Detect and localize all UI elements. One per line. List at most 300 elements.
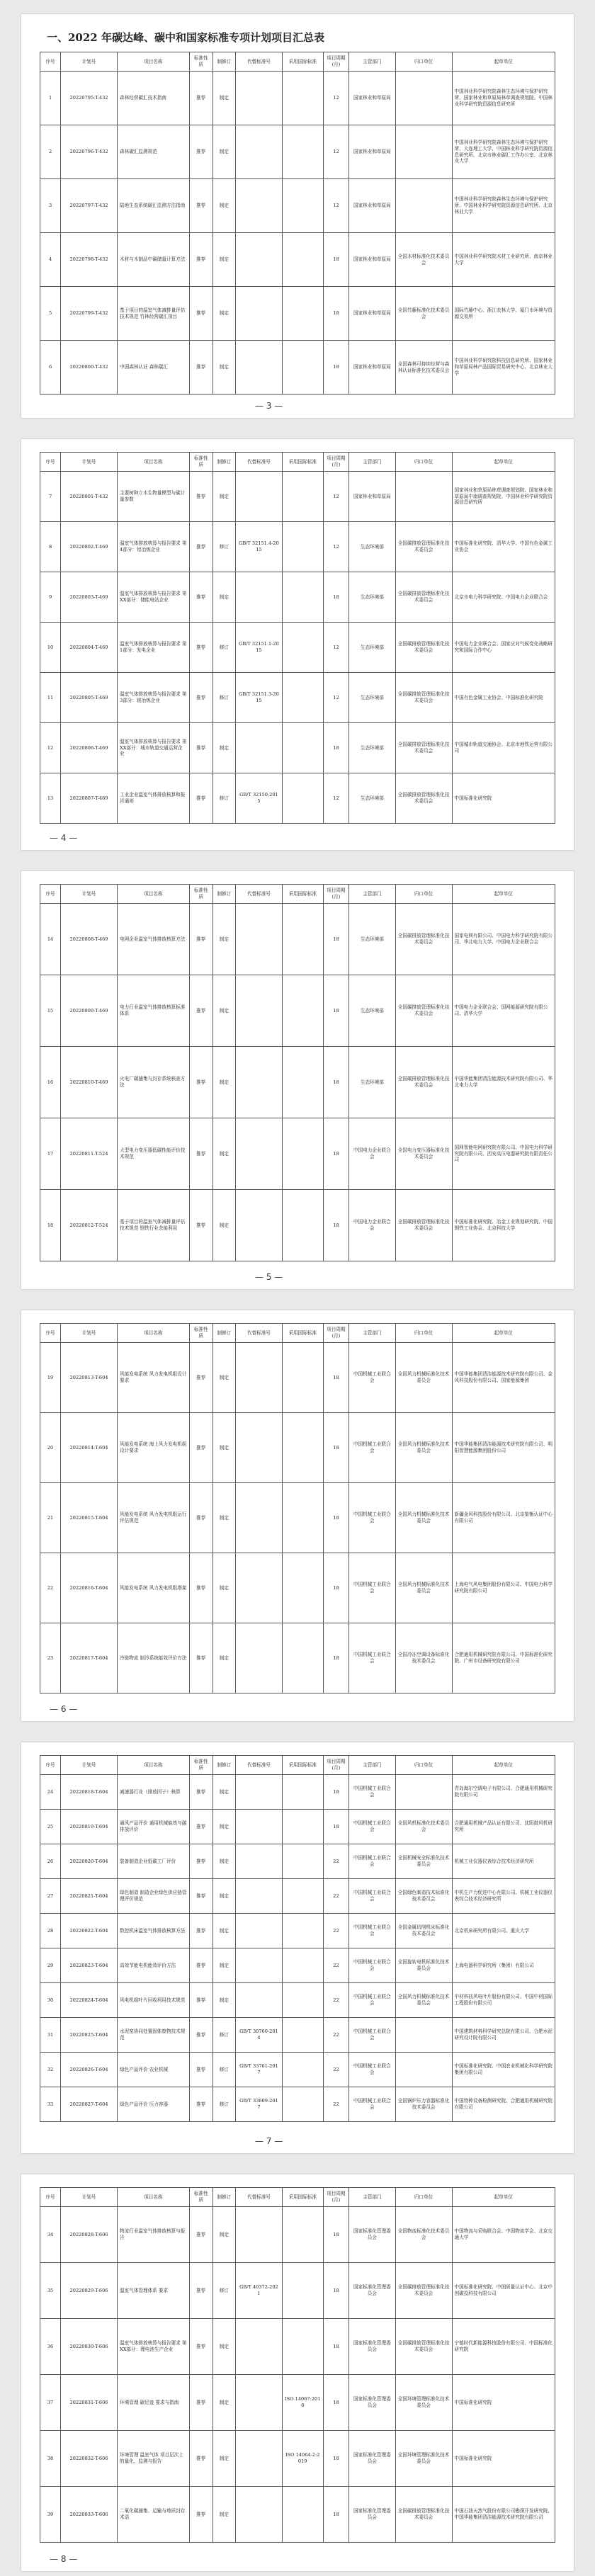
column-header: 项目名称	[118, 453, 190, 472]
cell-plan: 20220801-T-432	[61, 472, 118, 522]
cell-tc: 全国金属切削机床标准化技术委员会	[395, 1914, 452, 1948]
cell-drafter: 中国华能集团清洁能源技术研究院有限公司、明阳智慧能源集团股份公司	[452, 1413, 555, 1483]
cell-intl	[282, 125, 323, 179]
cell-rev: 制定	[212, 1810, 236, 1844]
cell-intl	[282, 673, 323, 723]
cell-replace	[236, 1810, 282, 1844]
cell-plan: 20220830-T-606	[61, 2319, 118, 2375]
cell-cycle: 12	[323, 773, 348, 824]
cell-plan: 20220795-T-432	[61, 72, 118, 125]
cell-type: 推荐	[189, 1775, 212, 1810]
cell-tc	[395, 2018, 452, 2053]
cell-no: 30	[40, 1983, 61, 2018]
cell-no: 29	[40, 1948, 61, 1983]
cell-dept: 生态环境部	[349, 904, 395, 975]
table-row	[40, 1413, 555, 1483]
cell-rev: 制定	[212, 1190, 236, 1261]
cell-tc	[395, 179, 452, 233]
cell-cycle: 22	[323, 1879, 348, 1914]
column-header: 主管部门	[349, 2188, 395, 2207]
cell-name: 温室气体排放核算与报告要求 第4部分：铝冶炼企业	[118, 522, 190, 572]
cell-replace	[236, 1553, 282, 1623]
table-row	[40, 975, 555, 1047]
cell-tc: 全国物流标准化技术委员会	[395, 2207, 452, 2263]
cell-intl	[282, 1810, 323, 1844]
cell-dept: 生态环境部	[349, 673, 395, 723]
cell-plan: 20220825-T-604	[61, 2018, 118, 2053]
column-header: 计划号	[61, 52, 118, 72]
table-row	[40, 1118, 555, 1190]
cell-replace	[236, 723, 282, 773]
cell-type: 推荐	[189, 125, 212, 179]
cell-replace	[236, 72, 282, 125]
cell-dept: 国家林业和草原局	[349, 472, 395, 522]
cell-dept: 生态环境部	[349, 975, 395, 1047]
cell-drafter: 上海电器科学研究所（集团）有限公司	[452, 1948, 555, 1983]
cell-rev: 制定	[212, 1914, 236, 1948]
cell-no: 18	[40, 1190, 61, 1261]
cell-dept: 国家林业和草原局	[349, 233, 395, 287]
cell-plan: 20220823-T-604	[61, 1948, 118, 1983]
cell-rev: 修订	[212, 2087, 236, 2122]
cell-drafter: 宁德时代新能源科技股份有限公司、中国标准化研究院	[452, 2319, 555, 2375]
cell-dept: 中国机械工业联合会	[349, 1413, 395, 1483]
cell-drafter: 中国林业科学研究院森林生态环境与保护研究所、国家林业和草原局林草调查规划院、中国林业科学研究院资源信息研究所	[452, 72, 555, 125]
cell-drafter: 青岛海尔空调电子有限公司、合肥通用机械研究院有限公司	[452, 1775, 555, 1810]
cell-replace	[236, 2487, 282, 2543]
cell-replace	[236, 1343, 282, 1413]
table-row	[40, 2263, 555, 2319]
cell-plan: 20220808-T-469	[61, 904, 118, 975]
cell-replace: GB/T 32151.3-2015	[236, 673, 282, 723]
column-header: 主管部门	[349, 1756, 395, 1775]
cell-tc	[395, 472, 452, 522]
cell-plan: 20220807-T-469	[61, 773, 118, 824]
cell-tc: 全国碳排放管理标准化技术委员会	[395, 904, 452, 975]
cell-cycle: 18	[323, 1190, 348, 1261]
standards-plan-table	[40, 52, 555, 395]
cell-cycle: 18	[323, 904, 348, 975]
cell-intl	[282, 1190, 323, 1261]
column-header: 制修订	[212, 2188, 236, 2207]
cell-name: 电网企业温室气体排放核算方法	[118, 904, 190, 975]
cell-type: 推荐	[189, 472, 212, 522]
cell-cycle: 18	[323, 2263, 348, 2319]
table-row	[40, 572, 555, 623]
cell-cycle: 22	[323, 2018, 348, 2053]
cell-type: 推荐	[189, 1413, 212, 1483]
column-header: 制修订	[212, 1756, 236, 1775]
document-page	[21, 2174, 574, 2571]
cell-drafter: 中国标准化研究院、中国农业机械化科学研究院集团有限公司	[452, 2053, 555, 2087]
table-row	[40, 1775, 555, 1810]
cell-plan: 20220806-T-469	[61, 723, 118, 773]
cell-tc: 全国碳排放管理标准化技术委员会	[395, 673, 452, 723]
cell-name: 风能发电系统 海上风力发电机组设计要求	[118, 1413, 190, 1483]
cell-tc: 全国碳排放管理标准化技术委员会	[395, 1190, 452, 1261]
cell-type: 推荐	[189, 2087, 212, 2122]
cell-drafter: 中国标准化研究院	[452, 773, 555, 824]
cell-dept: 生态环境部	[349, 623, 395, 673]
cell-drafter: 新疆金风科技股份有限公司、北京鉴衡认证中心有限公司	[452, 1483, 555, 1553]
cell-name: 绿色产品评价 农业机械	[118, 2053, 190, 2087]
cell-no: 12	[40, 723, 61, 773]
column-header: 主管部门	[349, 885, 395, 904]
cell-intl	[282, 1623, 323, 1693]
cell-type: 推荐	[189, 723, 212, 773]
column-header: 序号	[40, 453, 61, 472]
cell-plan: 20220831-T-606	[61, 2375, 118, 2431]
cell-cycle: 18	[323, 572, 348, 623]
cell-rev: 制定	[212, 975, 236, 1047]
cell-cycle: 18	[323, 1483, 348, 1553]
cell-no: 16	[40, 1047, 61, 1118]
cell-cycle: 18	[323, 1810, 348, 1844]
cell-no: 14	[40, 904, 61, 975]
cell-rev: 制定	[212, 2375, 236, 2431]
column-header: 采用国际标准	[282, 885, 323, 904]
document-page	[21, 14, 574, 418]
standards-plan-table	[40, 1755, 555, 2122]
cell-replace: GB/T 33609-2017	[236, 2087, 282, 2122]
cell-dept: 中国机械工业联合会	[349, 1844, 395, 1879]
cell-cycle: 12	[323, 623, 348, 673]
cell-plan: 20220805-T-469	[61, 673, 118, 723]
cell-replace	[236, 1190, 282, 1261]
column-header: 标准性质	[189, 1756, 212, 1775]
document-page	[21, 1310, 574, 1721]
cell-dept: 国家林业和草原局	[349, 179, 395, 233]
cell-type: 推荐	[189, 2263, 212, 2319]
document-page	[21, 1742, 574, 2153]
table-row	[40, 472, 555, 522]
cell-replace	[236, 572, 282, 623]
cell-drafter: 国网智能电网研究院有限公司、中国电力科学研究院有限公司、西安高压电器研究院有限责任公司	[452, 1118, 555, 1190]
cell-replace	[236, 2319, 282, 2375]
cell-name: 火电厂碳捕集与封存系统核查方法	[118, 1047, 190, 1118]
cell-plan: 20220815-T-604	[61, 1483, 118, 1553]
cell-name: 森林碳汇监测规范	[118, 125, 190, 179]
cell-replace	[236, 2207, 282, 2263]
table-row	[40, 125, 555, 179]
cell-name: 陆地生态系统碳汇监测方法指南	[118, 179, 190, 233]
table-header-row	[40, 52, 555, 72]
cell-drafter: 中国标准化研究院、冶金工业规划研究院、中国钢铁工业协会、北京科技大学	[452, 1190, 555, 1261]
cell-cycle: 22	[323, 2053, 348, 2087]
cell-cycle: 18	[323, 2375, 348, 2431]
table-row	[40, 341, 555, 395]
cell-drafter: 国家电网有限公司、中国电力科学研究院有限公司、华北电力大学、中国电力企业联合会	[452, 904, 555, 975]
cell-replace	[236, 1413, 282, 1483]
cell-replace	[236, 1047, 282, 1118]
cell-name: 温室气体排放核算与报告要求 第XX部分：储能电站企业	[118, 572, 190, 623]
cell-intl	[282, 773, 323, 824]
cell-replace	[236, 179, 282, 233]
cell-rev: 制定	[212, 1343, 236, 1413]
cell-type: 推荐	[189, 623, 212, 673]
cell-rev: 制定	[212, 2487, 236, 2543]
cell-dept: 中国机械工业联合会	[349, 2087, 395, 2122]
cell-plan: 20220817-T-604	[61, 1623, 118, 1693]
table-row	[40, 2087, 555, 2122]
cell-tc: 全国碳排放管理标准化技术委员会	[395, 2263, 452, 2319]
cell-no: 33	[40, 2087, 61, 2122]
cell-tc	[395, 125, 452, 179]
table-row	[40, 1553, 555, 1623]
column-header: 序号	[40, 1324, 61, 1343]
table-row	[40, 2487, 555, 2543]
cell-rev: 修订	[212, 623, 236, 673]
cell-cycle: 18	[323, 287, 348, 341]
cell-drafter: 中国华能集团清洁能源技术研究院有限公司、金风科技股份有限公司、国家能源集团	[452, 1343, 555, 1413]
cell-plan: 20220832-T-606	[61, 2431, 118, 2487]
column-header: 采用国际标准	[282, 1324, 323, 1343]
cell-dept: 中国电力企业联合会	[349, 1190, 395, 1261]
column-header: 项目周期(月)	[323, 1324, 348, 1343]
cell-type: 推荐	[189, 1118, 212, 1190]
cell-rev: 制定	[212, 1413, 236, 1483]
cell-cycle: 18	[323, 233, 348, 287]
cell-replace	[236, 125, 282, 179]
cell-no: 9	[40, 572, 61, 623]
column-header: 归口单位	[395, 1756, 452, 1775]
cell-type: 推荐	[189, 1879, 212, 1914]
cell-replace	[236, 1623, 282, 1693]
cell-name: 环境管理 温室气体 项目层次上的量化、监测与报告	[118, 2431, 190, 2487]
cell-rev: 制定	[212, 1553, 236, 1623]
cell-name: 温室气体排放核算与报告要求 第1部分：发电企业	[118, 623, 190, 673]
standards-plan-table	[40, 452, 555, 824]
cell-intl	[282, 572, 323, 623]
table-header-row	[40, 885, 555, 904]
cell-cycle: 18	[323, 975, 348, 1047]
cell-no: 25	[40, 1810, 61, 1844]
cell-plan: 20220799-T-432	[61, 287, 118, 341]
cell-dept: 中国机械工业联合会	[349, 1343, 395, 1413]
cell-intl	[282, 723, 323, 773]
cell-tc: 全国碳排放管理标准化技术委员会	[395, 773, 452, 824]
cell-tc	[395, 2053, 452, 2087]
cell-name: 基于项目的温室气体减排量评估技术规范 竹林经营碳汇项目	[118, 287, 190, 341]
cell-replace: GB/T 30760-2014	[236, 2018, 282, 2053]
cell-name: 森林经营碳汇技术指南	[118, 72, 190, 125]
cell-drafter: 国家林业和草原局林草调查规划院、国家林业和草原局中南调查规划院、中国林业科学研究院资源信息研究所	[452, 472, 555, 522]
cell-cycle: 22	[323, 1983, 348, 2018]
cell-name: 环境管理 碳足迹 要求与指南	[118, 2375, 190, 2431]
cell-name: 冷链物流 制冷系统能效评价方法	[118, 1623, 190, 1693]
cell-replace: GB/T 40372-2021	[236, 2263, 282, 2319]
cell-intl	[282, 1948, 323, 1983]
cell-drafter: 中国林业科学研究院科技信息研究所、国家林业和草原局林产品国际贸易研究中心、北京林业大学	[452, 341, 555, 395]
cell-rev: 制定	[212, 472, 236, 522]
table-row	[40, 2053, 555, 2087]
cell-tc: 全国环境管理标准化技术委员会	[395, 2375, 452, 2431]
cell-plan: 20220816-T-604	[61, 1553, 118, 1623]
cell-rev: 修订	[212, 2053, 236, 2087]
table-row	[40, 1810, 555, 1844]
cell-drafter: 中国建筑材料科学研究总院有限公司、合肥水泥研究设计院有限公司	[452, 2018, 555, 2053]
cell-replace	[236, 2431, 282, 2487]
column-header: 代替标准号	[236, 885, 282, 904]
cell-type: 推荐	[189, 341, 212, 395]
cell-intl	[282, 287, 323, 341]
cell-dept: 国家林业和草原局	[349, 125, 395, 179]
cell-dept: 国家标准化管理委员会	[349, 2375, 395, 2431]
column-header: 计划号	[61, 453, 118, 472]
cell-replace	[236, 1775, 282, 1810]
cell-rev: 制定	[212, 904, 236, 975]
cell-type: 推荐	[189, 1483, 212, 1553]
cell-tc: 全国碳排放管理标准化技术委员会	[395, 1047, 452, 1118]
page-number: — 7 —	[255, 2136, 283, 2146]
cell-rev: 制定	[212, 1775, 236, 1810]
table-row	[40, 673, 555, 723]
cell-intl	[282, 2487, 323, 2543]
table-row	[40, 2207, 555, 2263]
cell-plan: 20220824-T-604	[61, 1983, 118, 2018]
cell-dept: 生态环境部	[349, 773, 395, 824]
cell-replace	[236, 2375, 282, 2431]
cell-type: 推荐	[189, 975, 212, 1047]
cell-plan: 20220812-T-524	[61, 1190, 118, 1261]
column-header: 计划号	[61, 2188, 118, 2207]
column-header: 采用国际标准	[282, 453, 323, 472]
cell-name: 风电机组叶片回收利用技术规范	[118, 1983, 190, 2018]
table-row	[40, 1623, 555, 1693]
cell-dept: 中国机械工业联合会	[349, 1948, 395, 1983]
cell-name: 电力行业温室气体排放核算标准体系	[118, 975, 190, 1047]
cell-name: 通风产品评价 通用机械能效与碳排放评价	[118, 1810, 190, 1844]
cell-dept: 中国机械工业联合会	[349, 1879, 395, 1914]
cell-no: 4	[40, 233, 61, 287]
document-page	[21, 439, 574, 850]
cell-type: 推荐	[189, 2018, 212, 2053]
cell-cycle: 18	[323, 2319, 348, 2375]
column-header: 项目名称	[118, 52, 190, 72]
cell-cycle: 18	[323, 1553, 348, 1623]
cell-type: 推荐	[189, 1190, 212, 1261]
cell-rev: 修订	[212, 522, 236, 572]
cell-name: 木材与木制品中碳储量计算方法	[118, 233, 190, 287]
cell-dept: 中国电力企业联合会	[349, 1118, 395, 1190]
cell-rev: 制定	[212, 233, 236, 287]
cell-drafter: 中国物流与采购联合会、中国物流学会、北京交通大学	[452, 2207, 555, 2263]
cell-type: 推荐	[189, 233, 212, 287]
cell-cycle: 12	[323, 522, 348, 572]
column-header: 主管部门	[349, 453, 395, 472]
cell-intl	[282, 233, 323, 287]
page-number: — 3 —	[255, 401, 283, 411]
table-row	[40, 904, 555, 975]
cell-type: 推荐	[189, 72, 212, 125]
cell-no: 21	[40, 1483, 61, 1553]
table-row	[40, 287, 555, 341]
cell-cycle: 18	[323, 341, 348, 395]
cell-cycle: 18	[323, 723, 348, 773]
cell-plan: 20220800-T-432	[61, 341, 118, 395]
cell-cycle: 18	[323, 1775, 348, 1810]
document-title: 一、2022 年碳达峰、碳中和国家标准专项计划项目汇总表	[47, 31, 324, 44]
column-header: 起草单位	[452, 1324, 555, 1343]
cell-name: 温室气体排放核算与报告要求 第XX部分：锂电池生产企业	[118, 2319, 190, 2375]
cell-drafter: 中国城市轨道交通协会、北京市地铁运营有限公司	[452, 723, 555, 773]
cell-dept: 中国机械工业联合会	[349, 1775, 395, 1810]
column-header: 标准性质	[189, 2188, 212, 2207]
cell-drafter: 合肥通用机械研究院有限公司、中国标准化研究院、广州市设备研究院有限公司	[452, 1623, 555, 1693]
column-header: 项目名称	[118, 1324, 190, 1343]
page-number: — 8 —	[50, 2554, 78, 2564]
cell-no: 17	[40, 1118, 61, 1190]
cell-tc: 全国木材标准化技术委员会	[395, 233, 452, 287]
table-row	[40, 1190, 555, 1261]
page-number: — 4 —	[50, 833, 78, 843]
column-header: 代替标准号	[236, 1756, 282, 1775]
cell-replace	[236, 1914, 282, 1948]
cell-intl	[282, 2053, 323, 2087]
cell-drafter: 上海电气风电集团股份有限公司、中国电力科学研究院有限公司	[452, 1553, 555, 1623]
cell-plan: 20220818-T-604	[61, 1775, 118, 1810]
cell-name: 数控机床温室气体排放核算方法	[118, 1914, 190, 1948]
cell-replace: GB/T 32151.4-2015	[236, 522, 282, 572]
cell-plan: 20220797-T-432	[61, 179, 118, 233]
standards-plan-table	[40, 884, 555, 1261]
column-header: 序号	[40, 2188, 61, 2207]
cell-type: 推荐	[189, 673, 212, 723]
cell-intl	[282, 2263, 323, 2319]
cell-cycle: 12	[323, 673, 348, 723]
cell-type: 推荐	[189, 1948, 212, 1983]
cell-tc: 全国风力机械标准化技术委员会	[395, 1553, 452, 1623]
cell-replace	[236, 904, 282, 975]
cell-plan: 20220820-T-604	[61, 1844, 118, 1879]
cell-intl	[282, 1844, 323, 1879]
cell-plan: 20220804-T-469	[61, 623, 118, 673]
cell-intl	[282, 472, 323, 522]
standards-plan-table	[40, 2187, 555, 2543]
cell-dept: 生态环境部	[349, 572, 395, 623]
cell-name: 风能发电系统 风力发电机组塔架	[118, 1553, 190, 1623]
cell-rev: 制定	[212, 72, 236, 125]
cell-no: 11	[40, 673, 61, 723]
cell-drafter: 中国石油天然气股份有限公司勘探开发研究院、中国华能集团清洁能源技术研究院有限公司	[452, 2487, 555, 2543]
cell-rev: 修订	[212, 773, 236, 824]
cell-drafter: 中国标准化研究院	[452, 2375, 555, 2431]
cell-cycle: 18	[323, 1047, 348, 1118]
cell-no: 7	[40, 472, 61, 522]
column-header: 标准性质	[189, 1324, 212, 1343]
cell-intl	[282, 623, 323, 673]
cell-intl	[282, 1775, 323, 1810]
table-row	[40, 72, 555, 125]
cell-dept: 国家标准化管理委员会	[349, 2319, 395, 2375]
column-header: 项目周期(月)	[323, 885, 348, 904]
table-row	[40, 2319, 555, 2375]
column-header: 归口单位	[395, 52, 452, 72]
standards-plan-table	[40, 1323, 555, 1693]
cell-intl: ISO 14064-2:2019	[282, 2431, 323, 2487]
column-header: 起草单位	[452, 2188, 555, 2207]
cell-intl	[282, 341, 323, 395]
cell-replace: GB/T 32150-2015	[236, 773, 282, 824]
cell-cycle: 18	[323, 1343, 348, 1413]
column-header: 归口单位	[395, 2188, 452, 2207]
cell-replace	[236, 287, 282, 341]
cell-dept: 中国机械工业联合会	[349, 1914, 395, 1948]
cell-type: 推荐	[189, 1343, 212, 1413]
cell-no: 39	[40, 2487, 61, 2543]
cell-dept: 国家标准化管理委员会	[349, 2487, 395, 2543]
column-header: 标准性质	[189, 52, 212, 72]
